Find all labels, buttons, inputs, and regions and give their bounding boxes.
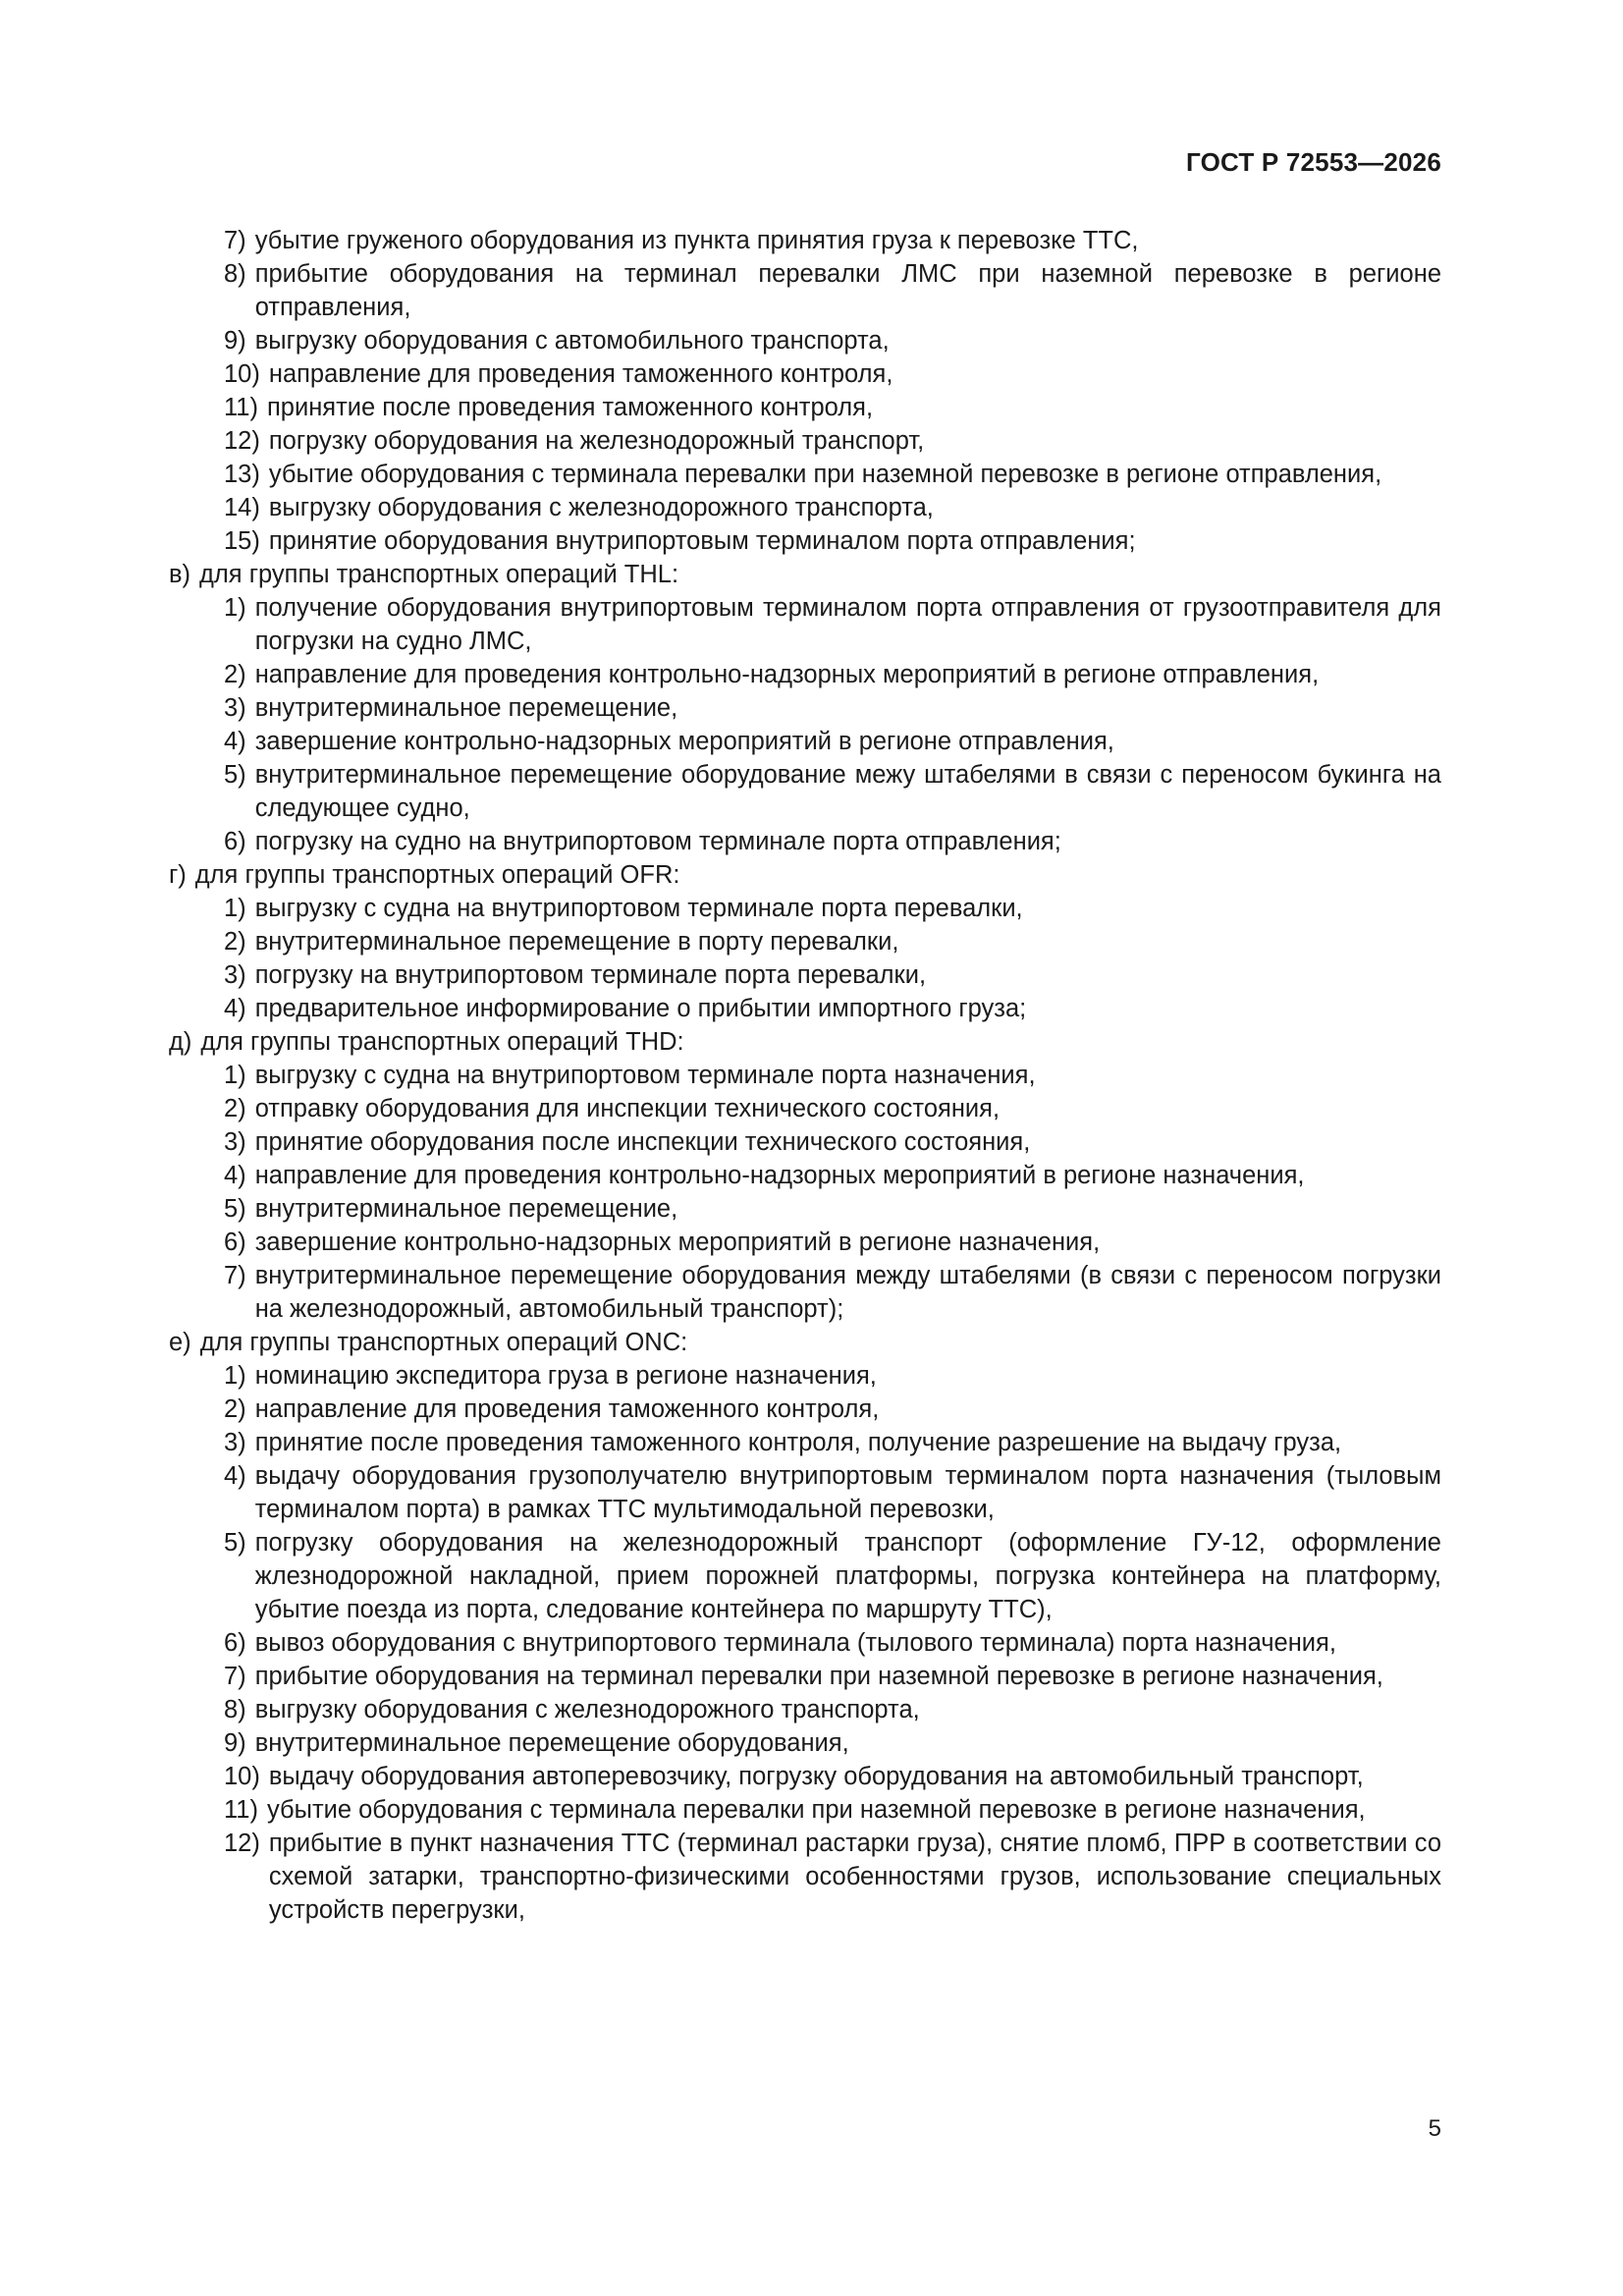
list-item-label: 10) bbox=[224, 360, 260, 388]
list-item bbox=[169, 524, 1441, 558]
list-item bbox=[169, 825, 1441, 858]
list-item-text: прибытие оборудования на терминал перевалки при наземной перевозке в регионе назначения, bbox=[254, 1663, 1383, 1690]
list-item-text: выгрузку с судна на внутрипортовом терминале порта перевалки, bbox=[254, 895, 1023, 922]
list-item-label: 8) bbox=[224, 260, 246, 288]
list-item-text: внутритерминальное перемещение, bbox=[254, 1195, 678, 1223]
list-item-text: внутритерминальное перемещение оборудование межу штабелями в связи с переносом букинга на следующее судно, bbox=[254, 761, 1441, 822]
list-item bbox=[169, 1626, 1441, 1660]
list-item-label: 4) bbox=[224, 1162, 246, 1189]
list-item-text: погрузку на судно на внутрипортовом терминале порта отправления; bbox=[254, 828, 1061, 855]
list-item-label: 5) bbox=[224, 761, 246, 789]
list-item bbox=[169, 1059, 1441, 1092]
list-group-heading bbox=[169, 558, 1441, 591]
list-item bbox=[169, 458, 1441, 491]
list-item-text: направление для проведения контрольно-надзорных мероприятий в регионе отправления, bbox=[254, 661, 1320, 688]
list-item-label: 9) bbox=[224, 1729, 246, 1757]
document-body bbox=[169, 224, 1441, 1927]
list-item-label: 9) bbox=[224, 327, 246, 355]
list-item bbox=[169, 892, 1441, 925]
list-item bbox=[169, 491, 1441, 524]
list-item bbox=[169, 758, 1441, 825]
list-item-text: принятие после проведения таможенного контроля, получение разрешение на выдачу груза, bbox=[254, 1429, 1342, 1456]
list-item bbox=[169, 1259, 1441, 1326]
list-item-text: принятие оборудования внутрипортовым терминалом порта отправления; bbox=[268, 527, 1136, 555]
list-item-label: 7) bbox=[224, 227, 246, 254]
list-item-label: 8) bbox=[224, 1696, 246, 1723]
list-item-label: 3) bbox=[224, 694, 246, 722]
list-item-text: предварительное информирование о прибытии импортного груза; bbox=[254, 995, 1027, 1022]
list-item-label: 2) bbox=[224, 661, 246, 688]
list-item-text: выгрузку оборудования с железнодорожного транспорта, bbox=[268, 494, 934, 521]
list-item-label: 7) bbox=[224, 1663, 246, 1690]
list-item-label: 1) bbox=[224, 1362, 246, 1390]
list-item-label: 13) bbox=[224, 461, 260, 488]
list-item-text: внутритерминальное перемещение, bbox=[254, 694, 678, 722]
list-item-label: 15) bbox=[224, 527, 260, 555]
list-item-text: направление для проведения таможенного контроля, bbox=[254, 1395, 880, 1423]
list-item-label: 4) bbox=[224, 728, 246, 755]
list-item bbox=[169, 1793, 1441, 1827]
list-item-label: 2) bbox=[224, 928, 246, 956]
list-item bbox=[169, 925, 1441, 958]
list-item-text: для группы транспортных операций OFR: bbox=[194, 861, 680, 889]
list-item-text: завершение контрольно-надзорных мероприятий в регионе назначения, bbox=[254, 1229, 1101, 1256]
list-item-text: погрузку на внутрипортовом терминале порта перевалки, bbox=[254, 961, 927, 989]
list-item-text: принятие оборудования после инспекции технического состояния, bbox=[254, 1128, 1031, 1156]
list-item-label: 6) bbox=[224, 1629, 246, 1657]
list-item bbox=[169, 1660, 1441, 1693]
list-item-label: 4) bbox=[224, 1462, 246, 1490]
list-item-text: принятие после проведения таможенного контроля, bbox=[266, 394, 874, 421]
list-item-text: направление для проведения таможенного контроля, bbox=[268, 360, 893, 388]
list-item-label: 1) bbox=[224, 1062, 246, 1089]
list-item-label: 11) bbox=[224, 1796, 258, 1824]
list-item-text: выдачу оборудования автоперевозчику, погрузку оборудования на автомобильный транспорт, bbox=[268, 1763, 1364, 1790]
list-item-label: 1) bbox=[224, 895, 246, 922]
list-item bbox=[169, 658, 1441, 691]
list-item-label: 1) bbox=[224, 594, 246, 622]
list-item-text: выдачу оборудования грузополучателю внутрипортовым терминалом порта назначения (тыловым терминалом порта) в рамках ТТС мультимодальной перевозки, bbox=[254, 1462, 1441, 1523]
list-item-text: убытие оборудования с терминала перевалки при наземной перевозке в регионе отправления, bbox=[268, 461, 1382, 488]
list-item bbox=[169, 1159, 1441, 1192]
list-item-label: 6) bbox=[224, 1229, 246, 1256]
list-item bbox=[169, 1226, 1441, 1259]
list-item-text: выгрузку оборудования с автомобильного транспорта, bbox=[254, 327, 890, 355]
list-item bbox=[169, 224, 1441, 257]
list-item-label: е) bbox=[169, 1329, 191, 1356]
list-item-label: 3) bbox=[224, 961, 246, 989]
list-item-text: прибытие в пункт назначения ТТС (терминал растарки груза), снятие пломб, ПРР в соответствии со схемой затарки, транспортно-физическими особенностями грузов, использование специальных устройств перегрузки, bbox=[268, 1830, 1441, 1924]
list-item bbox=[169, 1359, 1441, 1393]
list-item-text: убытие груженого оборудования из пункта принятия груза к перевозке ТТС, bbox=[254, 227, 1139, 254]
list-item-text: прибытие оборудования на терминал перевалки ЛМС при наземной перевозке в регионе отправления, bbox=[254, 260, 1441, 321]
list-item-label: 5) bbox=[224, 1529, 246, 1557]
list-item-label: 12) bbox=[224, 1830, 260, 1857]
list-item-label: д) bbox=[169, 1028, 192, 1056]
list-item-text: внутритерминальное перемещение оборудования между штабелями (в связи с переносом погрузки на железнодорожный, автомобильный транспорт); bbox=[254, 1262, 1441, 1323]
list-item bbox=[169, 1827, 1441, 1927]
list-item bbox=[169, 1192, 1441, 1226]
list-group-heading bbox=[169, 1025, 1441, 1059]
list-item bbox=[169, 1693, 1441, 1726]
list-item bbox=[169, 992, 1441, 1025]
list-item bbox=[169, 1125, 1441, 1159]
list-item-label: г) bbox=[169, 861, 187, 889]
list-item bbox=[169, 691, 1441, 725]
list-item bbox=[169, 324, 1441, 357]
list-item-label: в) bbox=[169, 561, 191, 588]
list-item-text: выгрузку оборудования с железнодорожного транспорта, bbox=[254, 1696, 920, 1723]
list-item-label: 14) bbox=[224, 494, 260, 521]
list-item bbox=[169, 257, 1441, 324]
list-item-text: погрузку оборудования на железнодорожный транспорт, bbox=[268, 427, 925, 455]
list-item-text: вывоз оборудования с внутрипортового терминала (тылового терминала) порта назначения, bbox=[254, 1629, 1336, 1657]
list-item bbox=[169, 357, 1441, 391]
list-item-text: направление для проведения контрольно-надзорных мероприятий в регионе назначения, bbox=[254, 1162, 1305, 1189]
list-item-text: погрузку оборудования на железнодорожный транспорт (оформление ГУ-12, оформление жлезнодорожной накладной, прием порожней платформы, погрузка контейнера на платформу, убытие поезда из порта, следование контейнера по маршруту ТТС), bbox=[254, 1529, 1441, 1623]
list-item-label: 12) bbox=[224, 427, 260, 455]
list-item-label: 10) bbox=[224, 1763, 260, 1790]
list-item bbox=[169, 1393, 1441, 1426]
document-code-header: ГОСТ Р 72553—2026 bbox=[1186, 147, 1441, 177]
list-item bbox=[169, 1092, 1441, 1125]
list-item-text: завершение контрольно-надзорных мероприятий в регионе отправления, bbox=[254, 728, 1114, 755]
list-item-text: отправку оборудования для инспекции технического состояния, bbox=[254, 1095, 1001, 1122]
list-item bbox=[169, 391, 1441, 424]
list-item-label: 4) bbox=[224, 995, 246, 1022]
list-item-label: 3) bbox=[224, 1429, 246, 1456]
list-item-text: убытие оборудования с терминала перевалки при наземной перевозке в регионе назначения, bbox=[266, 1796, 1366, 1824]
list-item-label: 11) bbox=[224, 394, 258, 421]
list-item-text: внутритерминальное перемещение в порту перевалки, bbox=[254, 928, 899, 956]
list-group-heading bbox=[169, 858, 1441, 892]
list-item-text: номинацию экспедитора груза в регионе назначения, bbox=[254, 1362, 877, 1390]
list-item-text: для группы транспортных операций THL: bbox=[199, 561, 679, 588]
list-item bbox=[169, 424, 1441, 458]
list-item-text: для группы транспортных операций THD: bbox=[200, 1028, 684, 1056]
list-item-text: внутритерминальное перемещение оборудования, bbox=[254, 1729, 849, 1757]
list-item-label: 2) bbox=[224, 1095, 246, 1122]
list-item-label: 7) bbox=[224, 1262, 246, 1289]
list-item-label: 6) bbox=[224, 828, 246, 855]
list-item-label: 2) bbox=[224, 1395, 246, 1423]
list-item bbox=[169, 1526, 1441, 1626]
list-item-text: для группы транспортных операций ONC: bbox=[199, 1329, 688, 1356]
list-group-heading bbox=[169, 1326, 1441, 1359]
page-number: 5 bbox=[1428, 2115, 1441, 2142]
list-item bbox=[169, 1760, 1441, 1793]
list-item bbox=[169, 591, 1441, 658]
list-item-text: получение оборудования внутрипортовым терминалом порта отправления от грузоотправителя для погрузки на судно ЛМС, bbox=[254, 594, 1441, 655]
list-item-text: выгрузку с судна на внутрипортовом терминале порта назначения, bbox=[254, 1062, 1036, 1089]
list-item bbox=[169, 1459, 1441, 1526]
list-item-label: 3) bbox=[224, 1128, 246, 1156]
list-item bbox=[169, 1726, 1441, 1760]
list-item bbox=[169, 1426, 1441, 1459]
list-item bbox=[169, 725, 1441, 758]
list-item-label: 5) bbox=[224, 1195, 246, 1223]
list-item bbox=[169, 958, 1441, 992]
